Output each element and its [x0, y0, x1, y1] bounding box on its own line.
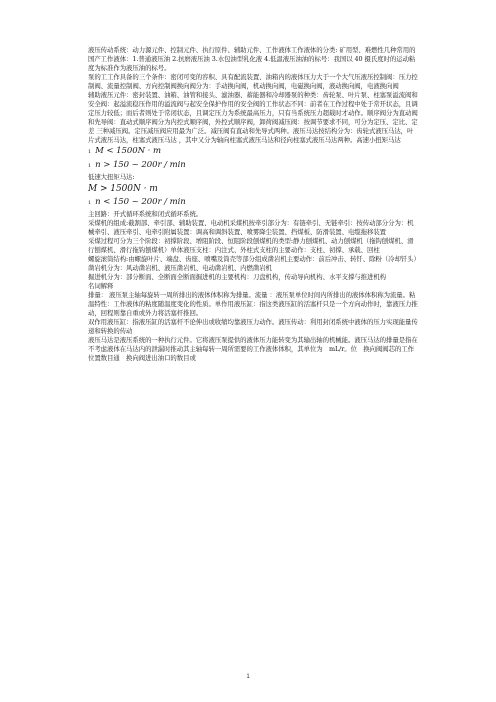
paragraph-hydraulic-motor: 液压马达是液压系统的一种执行元件。它将液压泵提供的液体压力能转变为其输出轴的机械能。液压马达的排量是指在不考虑液体在马达内的泄漏时推动其主轴每转一周所需要的工作液体体积，其单位为 mL/r。位 换向阀阀芯的工作位置数目通 换向阀进出油口的数目或: [88, 336, 418, 362]
paragraph-shearer-composition: 采煤机的组成:截割部、牵引部、辅助装置、电动机采煤机按牵引部分为：有链牵引、无链牵引：按传动部分分为：机械牵引、液压牵引、电牵引附属装置：调高和调斜装置、喷雾降尘装置、挡煤板、防滑装置、电缆拖移装置: [88, 219, 414, 236]
paragraph-displacement-definitions: 排量： 液压泵主轴每旋转一周所排出的液体体积称为排量。流量 ：液压泵单位时间内所排出的液体体积称为流量。粘温特性：工作液体的粘度随温度变化的性质。单作用液压缸：指这类液压缸的活塞杆只是一个方向动作时，靠液压力推动，回程则靠自重或外力将活塞杆推回。: [88, 291, 418, 317]
formula-torque-high: [88, 182, 418, 196]
formula-torque-limit: [88, 145, 418, 159]
paragraph-main-circuit: 主回路：开式循环系统和闭式循环系统。: [88, 210, 203, 218]
low-speed-motor-label: 低速大扭矩马达:: [88, 173, 135, 181]
paragraph-pump-conditions: 泵的工工作具备的三个条件：密闭可变的容积、具有配流装置、油箱内的液体压力大于一个大气压液压控制阀：压力控制阀、流量控制阀、方向控制阀换向阀分为：手动换向阀，机动换向阀，电磁换向阀，液动换向阀，电液换向阀: [88, 73, 418, 90]
formula-text: M > 1500N · m: [88, 184, 158, 194]
page-number: 1: [246, 674, 250, 680]
paragraph-spiral-drum: 螺旋滚筒结构:由螺旋叶片、端盘、齿座、喷嘴及筒壳等部分组成凿岩机主要动作：前后冲击、转钎、除粉（冷却钎头）凿岩机分为：风动凿岩机、液压凿岩机、电动凿岩机、内燃凿岩机: [88, 255, 417, 272]
paragraph-mining-stages: 采煤过程可分为三个阶段：初撑阶段、增阻阶段、恒阻阶段刨煤机的类型:静力刨煤机、动力刨煤机（拖钩刨煤机、滑行刨煤机、滑行拖钩刨煤机）单体液压支柱：内注式、外柱式支柱的主要动作：支柱、初撑、承载、回柱: [88, 237, 414, 254]
paragraph-roadheader: 掘进机分为：部分断面、全断面全断面掘进机的主要机构：刀盘机构，传动导向机构、水平支撑与推进机构: [88, 273, 387, 281]
document-body: [88, 46, 418, 363]
formula-index: 1: [88, 200, 92, 206]
formula-index: 1: [88, 149, 92, 155]
paragraph-auxiliary-components: 辅助液压元件：密封装置、油箱、油管和接头、滤油器、蓄能器和冷却器泵的种类：齿轮泵、叶片泵、柱塞泵溢流阀和安全阀：起溢流稳压作用的溢流阀与起安全保护作用的安全阀的工作状态不同：前者在工作过程中处于常开状态，且调定压力较低；而后者则处于常闭状态，且调定压力为系统最高压力，只有当系统压力超载时才动作。顺序阀分为直动阀和先导阀：直动式顺序阀分为内控式顺序阀，外控式顺序阀，卸荷阀减压阀：按调节要求不同，可分为定压、定比、定差 三种减压阀。定压减压阀应用最为广泛。减压阀有直动和先导式两种。液压马达按结构分为：齿轮式液压马达，叶片式液压马达，柱塞式液压马达 ，其中又分为轴向柱塞式液压马达和径向柱塞式液压马达两种。高速小扭矩马达: [88, 91, 418, 144]
formula-speed-low: [88, 196, 418, 210]
paragraph-double-acting-cylinder: 双作用液压缸：指液压缸的活塞杆不论伸出或收缩均靠液压力动作。液压传动：利用封闭系统中液体的压力实现能量传递和转换的传动: [88, 318, 418, 335]
formula-index: 1: [88, 163, 92, 169]
formula-text: n > 150 ~ 200r / min: [95, 160, 186, 170]
paragraph-hydraulic-system: 液压传动系统：动力源元件、控制元件、执行原件、辅助元件、工作液体工作液体的分类: 矿用型、难燃性几种常用的国产工作液体：1.普通液压油 2.抗磨液压油 3.水包油型乳化液 4.低温液压油油的标号：我国以 40 摄氏度时的运动粘度为标准作为液压油的标号。: [88, 46, 416, 72]
section-heading-definitions: 名词解释: [88, 282, 114, 290]
formula-speed-limit: [88, 159, 418, 173]
formula-text: M < 1500N · m: [95, 146, 161, 156]
formula-text: n < 150 ~ 200r / min: [95, 197, 186, 207]
